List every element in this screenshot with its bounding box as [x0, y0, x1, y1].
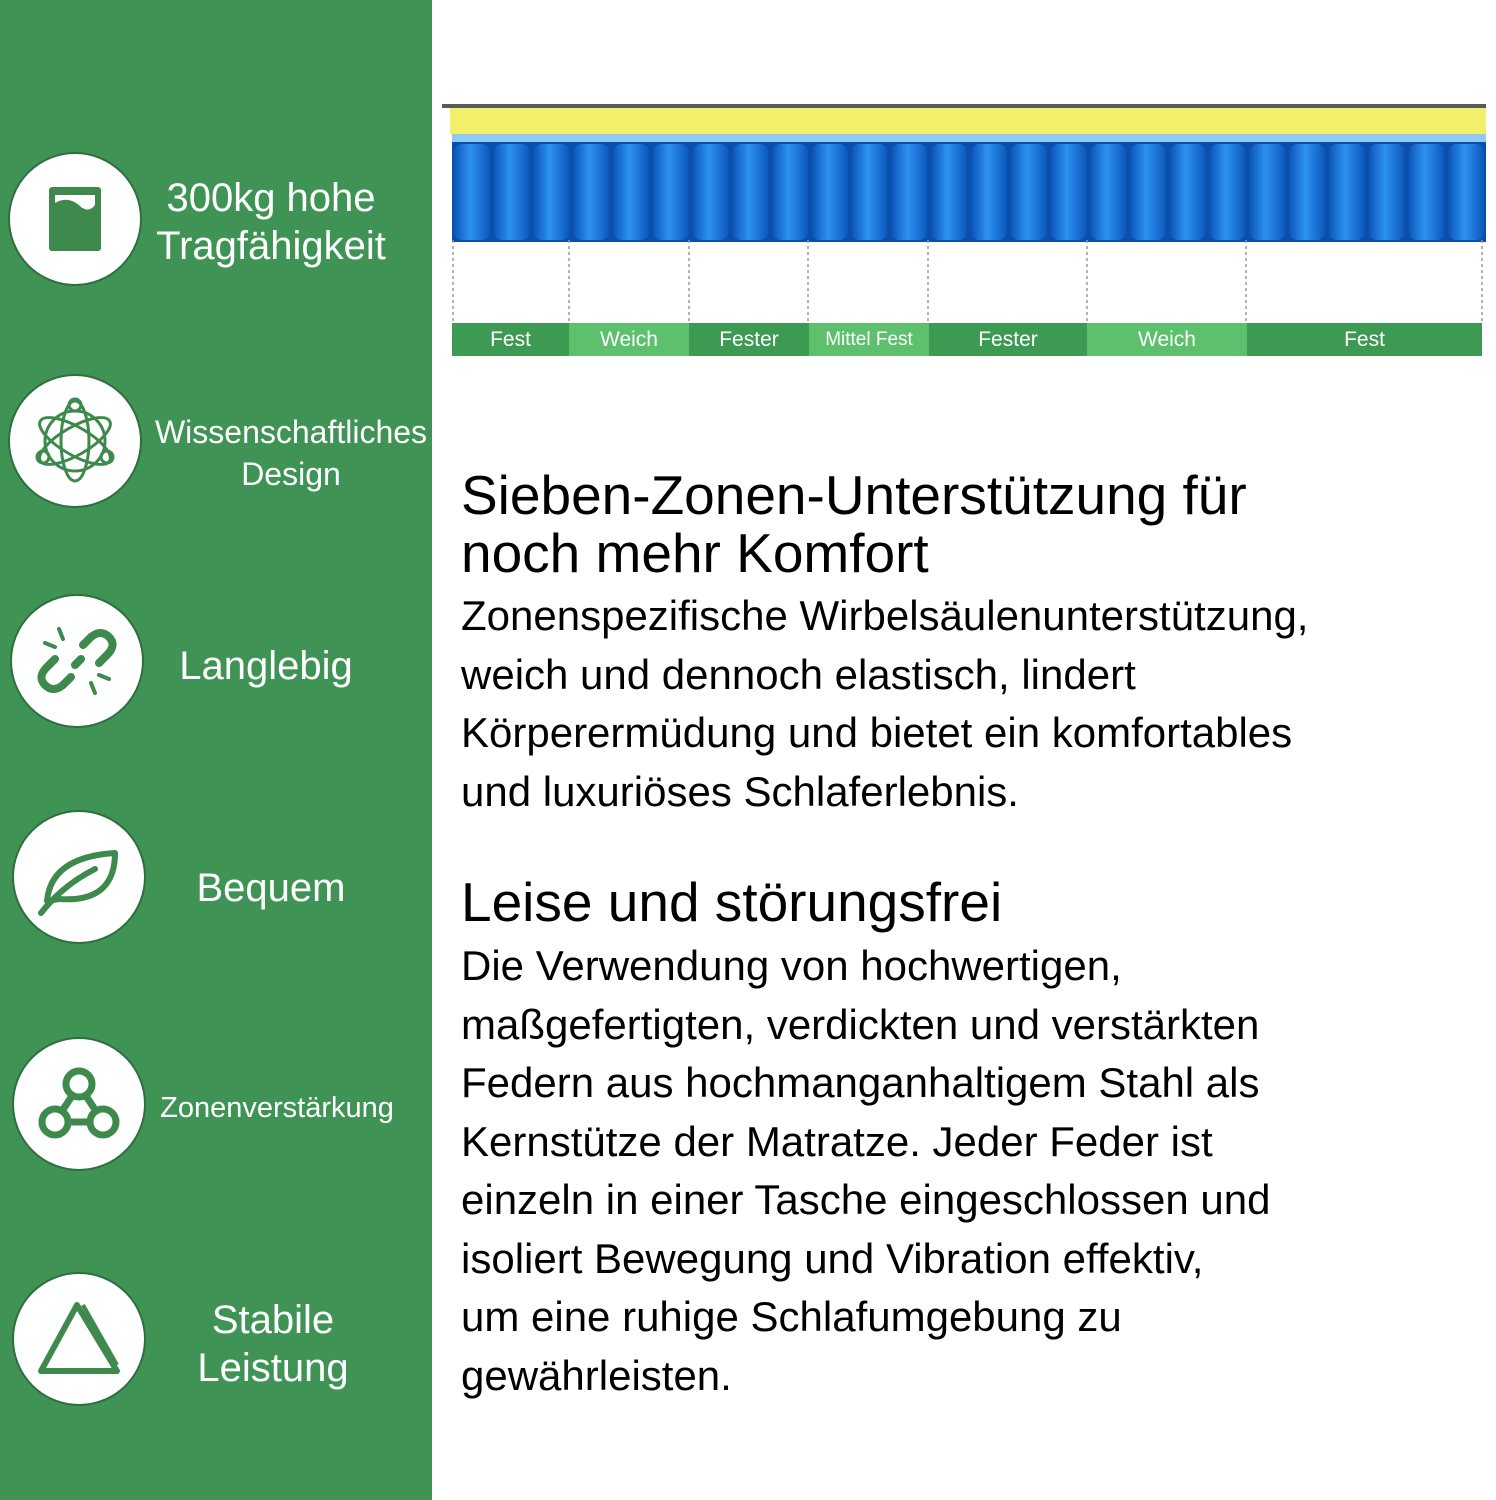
feature-icon-circle [12, 1272, 146, 1406]
spring-pocket [1170, 144, 1206, 240]
feature-icon-circle [10, 594, 144, 728]
spring-pocket [971, 144, 1007, 240]
zone-label: Weich [1087, 323, 1247, 356]
spring-pocket [1011, 144, 1047, 240]
spring-pocket [732, 144, 768, 240]
spring-pocket [1448, 144, 1484, 240]
spring-pocket [693, 144, 729, 240]
atom-icon [29, 395, 121, 487]
feature-label: 300kg hohe Tragfähigkeit [156, 176, 386, 268]
spring-pocket [534, 144, 570, 240]
section-heading-quiet: Leise und störungsfrei [461, 871, 1003, 933]
feature-load-capacity [0, 150, 432, 290]
feature-durable [0, 592, 432, 732]
leaf-icon [33, 831, 125, 923]
feature-stable-performance [0, 1272, 432, 1412]
feature-icon-circle [12, 1037, 146, 1171]
spring-pocket [852, 144, 888, 240]
section-body-zones: Zonenspezifische Wirbelsäulenunterstützung, weich und dennoch elastisch, lindert Körperermüdung und bietet ein komfortables und luxuriöses Schlaferlebnis. [461, 592, 1309, 815]
feature-label: Bequem [196, 866, 346, 910]
molecule-icon [33, 1058, 125, 1150]
feature-icon-circle [12, 810, 146, 944]
section-heading-zones: Sieben-Zonen-Unterstützung für noch mehr Komfort [461, 464, 1247, 584]
feature-scientific-design [0, 372, 432, 512]
feature-label: Stabile Leistung [197, 1298, 349, 1390]
zone-label: Weich [569, 323, 689, 356]
mattress-illustration [440, 100, 1490, 330]
spring-pocket [1249, 144, 1285, 240]
spring-pocket [931, 144, 967, 240]
spring-pocket [1090, 144, 1126, 240]
zone-label: Mittel Fest [809, 323, 929, 356]
spring-pocket [1289, 144, 1325, 240]
spring-pocket [573, 144, 609, 240]
spring-pocket [613, 144, 649, 240]
broken-chain-icon [31, 615, 123, 707]
spring-pocket [772, 144, 808, 240]
spring-pocket [1210, 144, 1246, 240]
section-body-quiet: Die Verwendung von hochwertigen, maßgefertigten, verdickten und verstärkten Federn aus hochmanganhaltigem Stahl als Kernstütze der Matratze. Jeder Feder ist einzeln in einer Tasche eingeschlossen und isoliert Bewegung und Vibration effektiv, um eine ruhige Schlafumgebung zu gewährleisten. [461, 942, 1271, 1399]
zone-label: Fester [689, 323, 809, 356]
spring-pocket [1051, 144, 1087, 240]
spring-pocket [1409, 144, 1445, 240]
spring-pocket [1329, 144, 1365, 240]
zone-label: Fester [929, 323, 1087, 356]
feature-zone-reinforcement [0, 1037, 432, 1177]
feature-comfortable [0, 810, 432, 950]
feature-label: Zonenverstärkung [160, 1092, 394, 1124]
feature-icon-circle [8, 374, 142, 508]
zone-label: Fest [1247, 323, 1482, 356]
spring-pocket [653, 144, 689, 240]
spring-pocket [454, 144, 490, 240]
mattress-cross-section [440, 100, 1490, 360]
feature-sidebar [0, 0, 432, 1500]
feature-label: Wissenschaftliches Design [154, 414, 428, 492]
feature-icon-circle [8, 152, 142, 286]
triangle-icon [33, 1293, 125, 1385]
spring-pocket [812, 144, 848, 240]
zone-label: Fest [452, 323, 569, 356]
spring-pocket [892, 144, 928, 240]
feature-label: Langlebig [179, 644, 353, 688]
spring-pocket [494, 144, 530, 240]
spring-pocket [1130, 144, 1166, 240]
mattress-load-icon [29, 173, 121, 265]
firmness-zone-bar [452, 323, 1482, 356]
pocket-springs [452, 142, 1486, 242]
spring-pocket [1369, 144, 1405, 240]
